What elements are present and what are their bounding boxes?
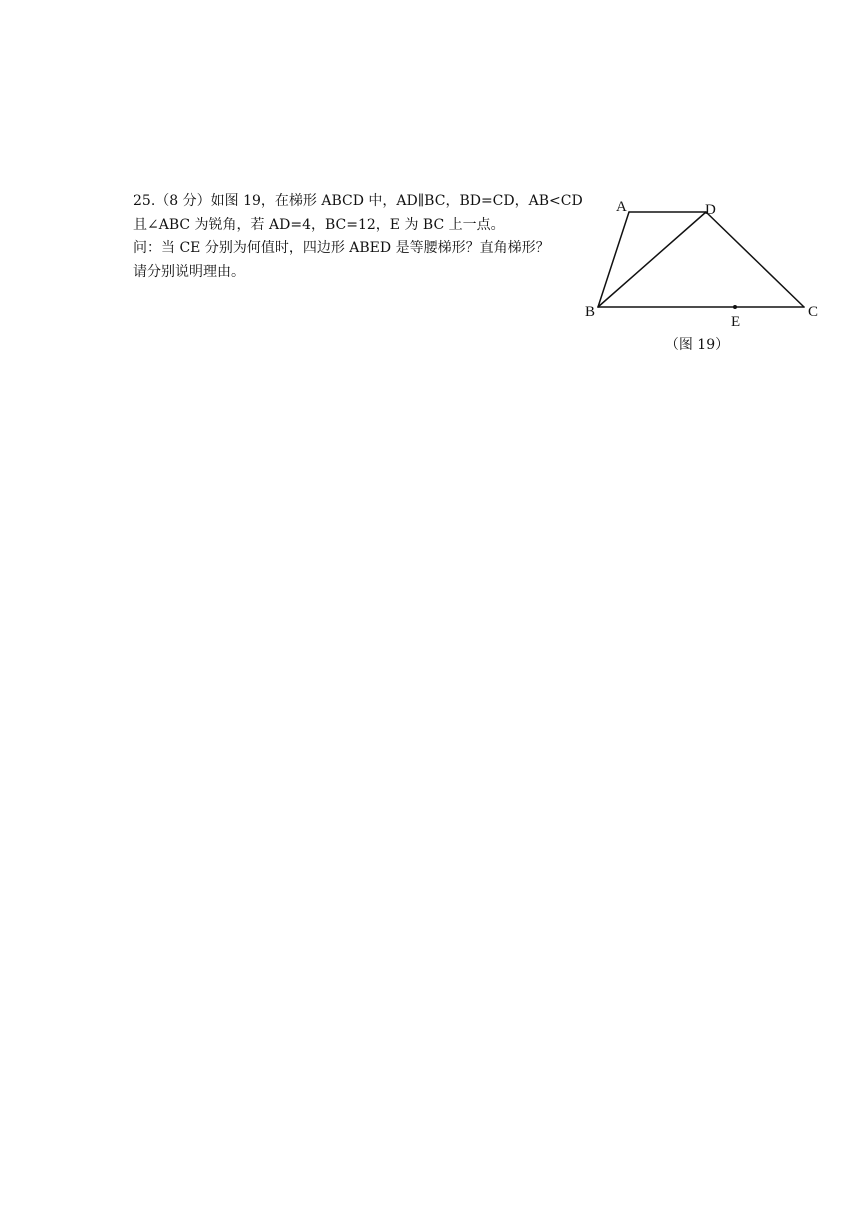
segment-dc: [706, 212, 804, 307]
problem-line-1: 25.（8 分）如图 19，在梯形 ABCD 中，AD∥BC，BD=CD，AB<CD: [133, 193, 583, 209]
problem-25: [133, 190, 583, 284]
vertex-label-b: B: [585, 304, 596, 320]
vertex-label-c: C: [808, 304, 819, 320]
figure-caption: （图 19）: [664, 337, 730, 353]
point-e: [733, 305, 737, 309]
problem-line-3: 问：当 CE 分别为何值时，四边形 ABED 是等腰梯形？直角梯形？: [133, 240, 550, 256]
vertex-label-a: A: [616, 199, 627, 215]
vertex-label-d: D: [705, 202, 716, 218]
trapezoid-figure: [575, 190, 835, 360]
problem-line-2: 且∠ABC 为锐角，若 AD=4，BC=12，E 为 BC 上一点。: [133, 216, 505, 233]
problem-line-4: 请分别说明理由。: [133, 263, 245, 280]
vertex-label-e: E: [731, 314, 741, 330]
trapezoid-diagram: [575, 190, 835, 340]
